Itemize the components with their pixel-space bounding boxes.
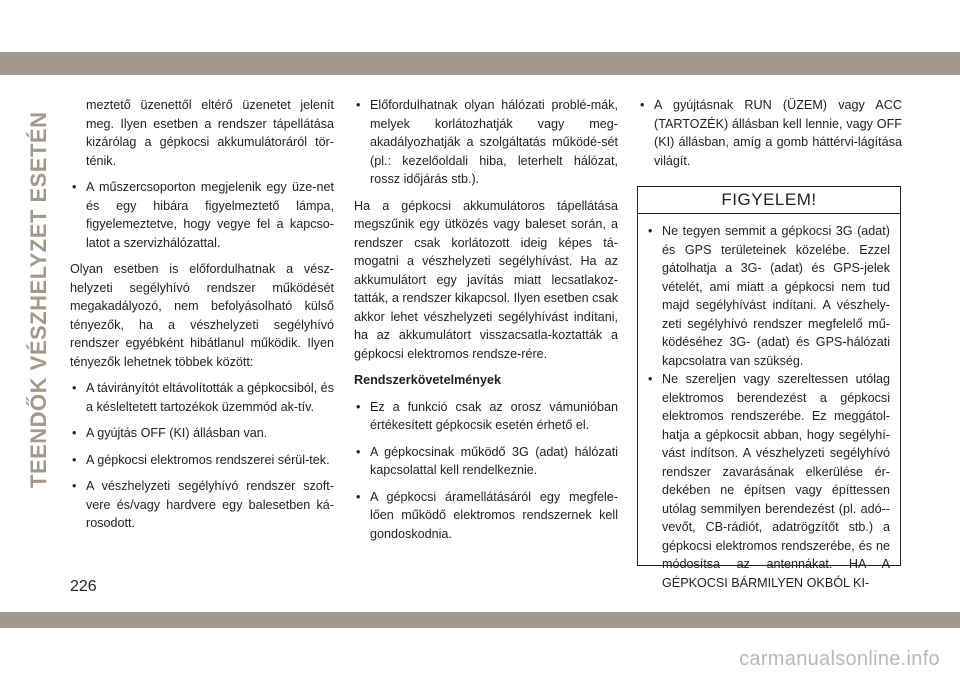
header-bar — [0, 52, 960, 75]
list-item: • Ne tegyen semmit a gépkocsi 3G (adat) és GPS területeinek közelébe. Ezzel gátolhatja a 3G- (adat) és GPS-jelek vételét, ami miatt a gépkocsi nem tud majd segélyhívást indítani. A vészhely-zeti segélyhívó rendszer megfelelő mű-ködéséhez 3G- (adat) és GPS-hálózati kapcsolatra van szükség. — [648, 224, 890, 368]
warning-box — [637, 186, 901, 590]
list-item: • Előfordulhatnak olyan hálózati problé-mák, melyek korlátozhatják vagy meg-akadályozhatják a szolgáltatás működé-sét (pl.: kezelőoldali hiba, leterhelt hálózat, rossz időjárás stb.). — [356, 98, 618, 186]
list-item: • A műszercsoporton megjelenik egy üze-net és egy hibára figyelmeztető lámpa, figyelemeztetve, hogy vegye fel a kapcso-latot a szervizhálózattal. — [72, 180, 334, 250]
bullet-icon: • — [356, 399, 361, 414]
bullet-icon: • — [72, 381, 77, 395]
bullet-icon: • — [72, 452, 77, 467]
watermark: carmanualsonline.info — [739, 648, 940, 670]
section-heading: Rendszerkövetelmények — [354, 373, 501, 387]
list-item: • Ne szereljen vagy szereltessen utólag elektromos berendezést a gépkocsi elektromos rendszerébe. Ez meggátol-hatja a gépkocsit abban, hogy segélyhí-vást indítson. A vészhelyzeti segélyhívó rendszer zavarásának elkerülése ér-dekében ne építsen vagy építtessen utólag semmilyen berendezést (pl. adó--vevőt, CB-rádiót, adatrögzítőt stb.) a gépkocsi elektromos rendszerébe, és ne módosítsa az antennákat. HA A GÉPKOCSI BÁRMILYEN OKBÓL KI- — [648, 372, 890, 590]
bullet-icon: • — [640, 98, 645, 112]
warning-title: FIGYELEM! — [638, 187, 900, 214]
footer-bar — [0, 612, 960, 628]
paragraph: Ha a gépkocsi akkumulátoros tápellátása megszűnik egy ütközés vagy baleset során, a rendszer csak korlátozott ideig képes tá-mogatni a vészhelyzeti segélyhívást. Ha az akkumulátort egy javítás miatt lecsatlakoz-tatták, a rendszer kikapcsol. Ilyen esetben csak akkor lehet vészhelyzeti segélyhívást indítani, ha az akkumulátort visszacsatla-koztatták a gépkocsi elektromos rendsze-rére. — [354, 198, 618, 361]
section-side-title: TEENDŐK VÉSZHELYZET ESETÉN — [26, 111, 51, 488]
list-item: • A távirányítót eltávolították a gépkocsiból, és a késleltetett tartozékok üzemmód ak-tív. — [72, 381, 334, 414]
column-1 — [70, 96, 334, 541]
warning-body — [638, 214, 900, 592]
bullet-icon: • — [356, 98, 361, 112]
column-2 — [354, 96, 618, 551]
list-item: • A gyújtásnak RUN (ÜZEM) vagy ACC (TARTOZÉK) állásban kell lennie, vagy OFF (KI) állásban, amíg a gomb háttérvi-lágítása világít. — [640, 98, 902, 168]
list-item: • A gyújtás OFF (KI) állásban van. — [70, 424, 334, 443]
list-item: • A gépkocsi áramellátásáról egy megfele-lően működő elektromos rendszernek kell gondoskodnia. — [356, 489, 618, 541]
bullet-list — [70, 178, 334, 252]
bullet-icon: • — [72, 479, 77, 493]
bullet-icon: • — [356, 444, 361, 459]
bullet-icon: • — [72, 426, 77, 440]
top-margin — [0, 0, 960, 52]
bullet-list — [638, 96, 902, 170]
continued-bullet-text: meztető üzenettől eltérő üzenetet jelenít meg. Ilyen esetben a rendszer tápellátása kizárólag a gépkocsi akkumulátoráról tör-ténik. — [86, 98, 334, 168]
bullet-icon: • — [356, 489, 361, 504]
column-3 — [638, 96, 902, 178]
list-item: • A gépkocsinak működő 3G (adat) hálózati kapcsolattal kell rendelkeznie. — [356, 444, 618, 477]
bullet-icon: • — [72, 180, 77, 194]
bullet-list — [354, 96, 618, 189]
page-number: 226 — [70, 578, 97, 595]
bullet-list — [354, 398, 618, 544]
bullet-icon: • — [648, 372, 653, 386]
list-item: • A vészhelyzeti segélyhívó rendszer szoft-vere és/vagy hardvere egy balesetben ká-rosodott. — [72, 479, 334, 530]
list-item: • Ez a funkció csak az orosz vámunióban értékesített gépkocsik esetén érhető el. — [356, 399, 618, 432]
bullet-icon: • — [648, 224, 653, 238]
paragraph: Olyan esetben is előfordulhatnak a vész-helyzeti segélyhívó rendszer működését megakadályozó, nem befolyásolható külső tényezők, ha a vészhelyzeti segélyhívó rendszer egyébként hibátlanul működik. Ilyen tényezők lehetnek többek között: — [70, 262, 334, 369]
bullet-list — [70, 379, 334, 533]
list-item: • A gépkocsi elektromos rendszerei sérül-tek. — [70, 451, 334, 470]
